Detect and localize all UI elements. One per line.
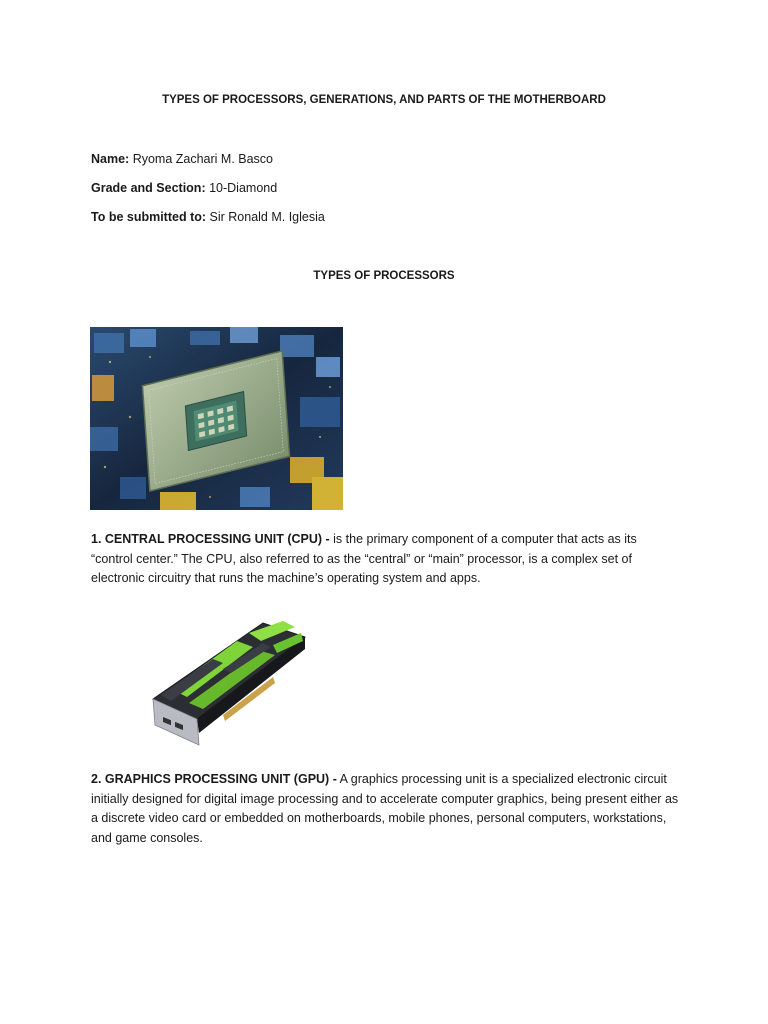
submitted-label: To be submitted to: — [91, 210, 207, 224]
gpu-paragraph — [91, 770, 681, 848]
section-heading: TYPES OF PROCESSORS — [313, 270, 455, 282]
cpu-heading: 1. CENTRAL PROCESSING UNIT (CPU) - — [91, 532, 330, 546]
grade-line — [91, 181, 277, 195]
name-value: Ryoma Zachari M. Basco — [129, 152, 274, 166]
name-line — [91, 152, 273, 166]
cpu-paragraph — [91, 530, 681, 589]
cpu-image — [90, 327, 343, 510]
cpu-text: is the primary component of a computer that acts as its “control center.” The CPU, also referred to as the “central” or “main” processor, is a complex set of electronic circuitry that runs the machine’s operating system and apps. — [91, 532, 637, 585]
gpu-text: A graphics processing unit is a specialized electronic circuit initially designed for digital image processing and to accelerate computer graphics, being present either as a discrete video card or embedded on motherboards, mobile phones, personal computers, workstations, and game consoles. — [91, 772, 679, 845]
grade-value: 10-Diamond — [205, 181, 278, 195]
grade-label: Grade and Section: — [91, 181, 206, 195]
name-label: Name: — [91, 152, 130, 166]
submitted-value: Sir Ronald M. Iglesia — [206, 210, 325, 224]
gpu-heading: 2. GRAPHICS PROCESSING UNIT (GPU) - — [91, 772, 337, 786]
document-title: TYPES OF PROCESSORS, GENERATIONS, AND PARTS OF THE MOTHERBOARD — [162, 94, 606, 106]
gpu-image — [145, 613, 307, 751]
submitted-line — [91, 210, 325, 224]
